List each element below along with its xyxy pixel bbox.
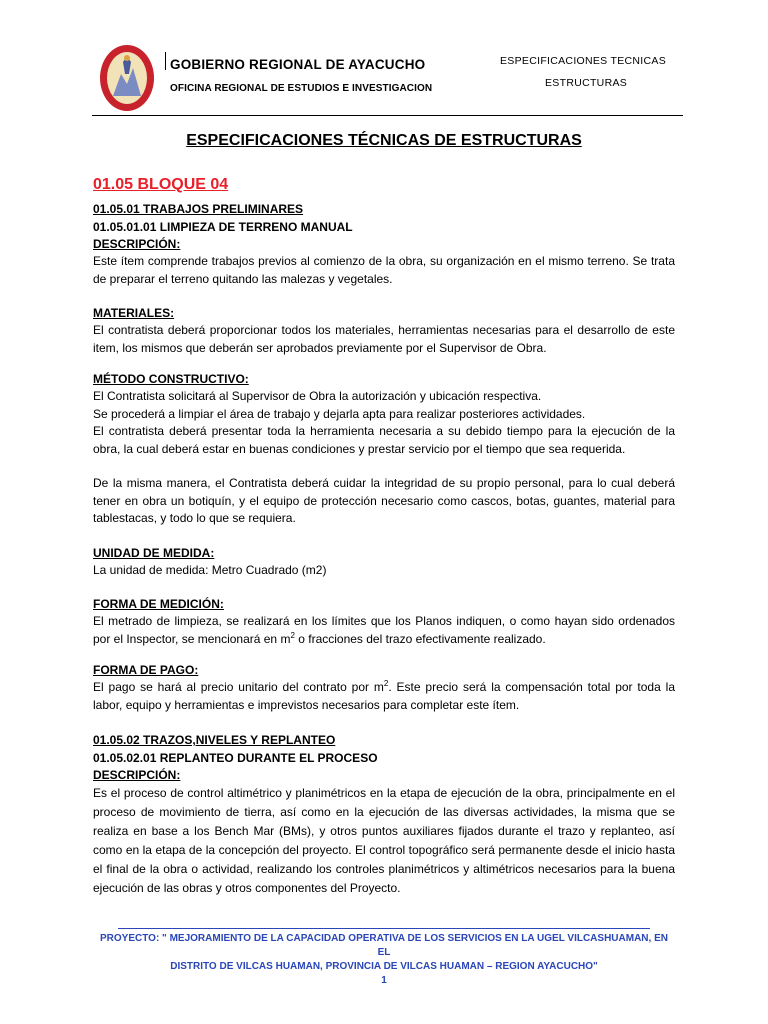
measurement-label: FORMA DE MEDICIÓN: — [93, 597, 224, 611]
method-paragraph-2: De la misma manera, el Contratista deberá cuidar la integridad de su propio personal, para lo cual deberá tener en obra un botiquín, y el equipo de protección necesario como cascos, botas, guantes, material para tablestacas, y todo lo que se requiera. — [93, 476, 675, 525]
regional-seal-logo — [99, 44, 155, 112]
method-line-1: El Contratista solicitará al Supervisor de Obra la autorización y ubicación respectiva. — [93, 389, 542, 403]
method-line-3: El contratista deberá presentar toda la herramienta necesaria a su debido tiempo para la ejecución de la obra, la cual deberá estar en buenas condiciones y prestar servicio por el tiempo que sea requerida. — [93, 424, 675, 456]
superscript-two: 2 — [383, 679, 389, 688]
office-name: OFICINA REGIONAL DE ESTUDIOS E INVESTIGACION — [170, 83, 433, 94]
block-title: 01.05 BLOQUE 04 — [93, 176, 229, 193]
description-label-2: DESCRIPCIÓN: — [93, 768, 181, 782]
section-heading: 01.05.01 TRABAJOS PRELIMINARES — [93, 202, 304, 216]
footer-project-line-1: PROYECTO: " MEJORAMIENTO DE LA CAPACIDAD OPERATIVA DE LOS SERVICIOS EN LA UGEL VILCASHUAMAN, EN EL — [100, 933, 668, 958]
payment-label: FORMA DE PAGO: — [93, 663, 199, 677]
footer-rule — [118, 928, 650, 929]
page-footer — [100, 932, 668, 988]
measurement-text: El metrado de limpieza, se realizará en los límites que los Planos indiquen, o como hayan sido ordenados por el Inspector, se mencionará en $m^2$ o fracciones del trazo efectivamente realizado. — [93, 614, 675, 646]
payment-text: El pago se hará al precio unitario del contrato por $m^2$. Este precio será la compensación total por toda la labor, equipo y herramientas e imprevistos necesarios para completar este ítem. — [93, 679, 675, 712]
header-separator — [165, 52, 166, 70]
description-text: Este ítem comprende trabajos previos al comienzo de la obra, su organización en el mismo terreno. Se trata de preparar el terreno quitando las malezas y vegetales. — [93, 254, 675, 286]
method-label: MÉTODO CONSTRUCTIVO: — [93, 372, 249, 386]
header-rule — [92, 115, 683, 116]
org-name: GOBIERNO REGIONAL DE AYACUCHO — [170, 57, 426, 72]
unit-label: UNIDAD DE MEDIDA: — [93, 545, 215, 560]
footer-project-line-2: DISTRITO DE VILCAS HUAMAN, PROVINCIA DE VILCAS HUAMAN – REGION AYACUCHO" — [170, 961, 598, 972]
materials-text: El contratista deberá proporcionar todos los materiales, herramientas necesarias para el desarrollo de este item, los mismos que deberán ser aprobados previamente por el Supervisor de Obra. — [93, 323, 675, 355]
page-number: 1 — [381, 975, 387, 986]
document-body — [93, 174, 675, 898]
header-spec-title: ESPECIFICACIONES TECNICAS — [500, 55, 667, 67]
subsection-heading: 01.05.01.01 LIMPIEZA DE TERRENO MANUAL — [93, 220, 353, 234]
subsection-heading-2: 01.05.02.01 REPLANTEO DURANTE EL PROCESO — [93, 751, 378, 765]
header-spec-subtitle: ESTRUCTURAS — [545, 77, 628, 89]
method-line-2: Se procederá a limpiar el área de trabajo y dejarla apta para realizar posteriores actividades. — [93, 406, 586, 421]
page-header — [0, 0, 768, 118]
description-text-2: Es el proceso de control altimétrico y planimétricos en la etapa de ejecución de la obra, principalmente en el proceso de movimiento de tierra, así como en la ejecución de las diversas actividades, la misma que se realiza en base a los Bench Mar (BMs), y otros puntos auxiliares fijados durante el trazo y replanteo, así como en la etapa de la concepción del proyecto. El control topográfico será permanente desde el inicio hasta el final de la obra o actividad, realizando los controles planimétricos y altimétricos necesarios para la buena ejecución de las obras y otros componentes del Proyecto. — [93, 786, 675, 895]
document-title: ESPECIFICACIONES TÉCNICAS DE ESTRUCTURAS — [186, 132, 582, 149]
description-label: DESCRIPCIÓN: — [93, 237, 181, 251]
superscript-two: 2 — [290, 630, 295, 640]
section-heading-2: 01.05.02 TRAZOS,NIVELES Y REPLANTEO — [93, 733, 336, 747]
materials-label: MATERIALES: — [93, 306, 175, 320]
unit-text: La unidad de medida: Metro Cuadrado (m2) — [93, 562, 327, 577]
